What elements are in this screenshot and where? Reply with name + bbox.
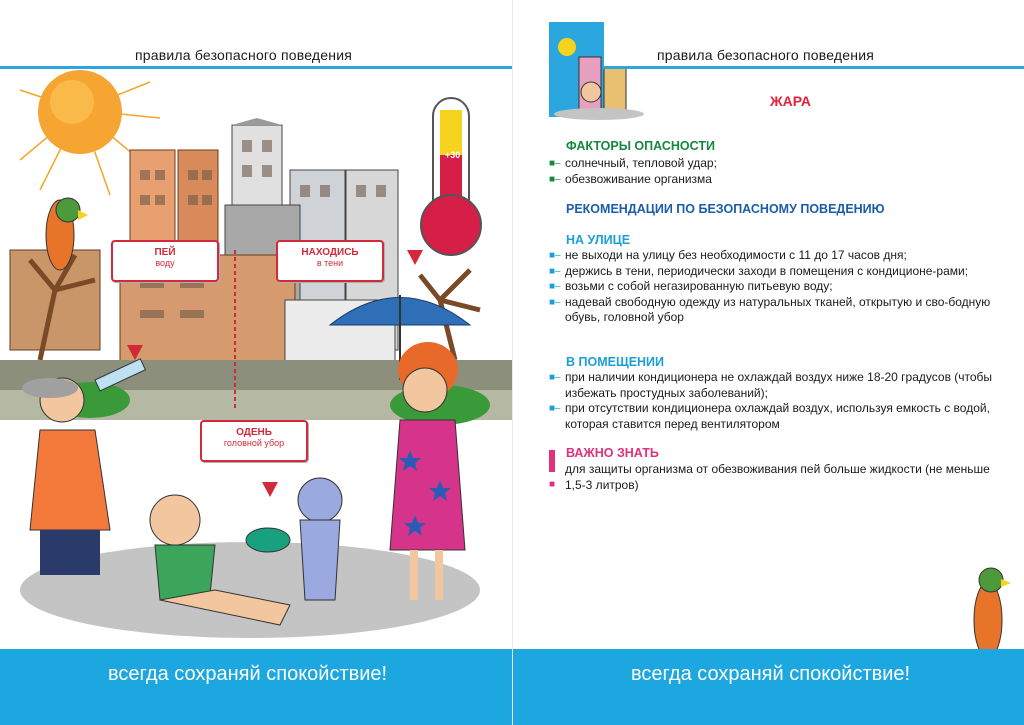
thermometer-label: +30 bbox=[445, 150, 461, 160]
list-item: ■– не выходи на улицу без необходимости с 11 до 17 часов дня; bbox=[549, 248, 907, 262]
bullet-icon: ■– bbox=[549, 265, 561, 277]
list-item: ■– обезвоживание организма bbox=[549, 171, 712, 186]
right-footer-text: всегда сохраняй спокойствие! bbox=[631, 663, 911, 685]
bullet-icon: ■– bbox=[549, 158, 561, 169]
right-header-rule bbox=[603, 66, 1024, 69]
indoor-heading: В ПОМЕЩЕНИИ bbox=[566, 355, 665, 369]
important-heading: ВАЖНО ЗНАТЬ bbox=[566, 446, 659, 460]
page-title: ЖАРА bbox=[770, 93, 811, 109]
recommend-heading: РЕКОМЕНДАЦИИ ПО БЕЗОПАСНОМУ ПОВЕДЕНИЮ bbox=[566, 202, 885, 216]
bullet-icon: ■– bbox=[549, 403, 561, 414]
bullet-icon: ■– bbox=[549, 281, 561, 292]
bubble-stay-shade bbox=[276, 240, 384, 282]
bubble-title: НАХОДИСЬ bbox=[301, 247, 359, 258]
danger-list bbox=[549, 156, 1009, 187]
bubble-drink-water bbox=[111, 240, 219, 282]
bubble-title: ОДЕНЬ bbox=[236, 427, 272, 438]
list-item: ■– возьми с собой негазированную питьевую воду; bbox=[549, 279, 833, 293]
important-list bbox=[549, 462, 1009, 493]
left-page-header: правила безопасного поведения bbox=[135, 47, 353, 63]
bubble-subtitle: в тени bbox=[316, 258, 344, 268]
danger-heading: ФАКТОРЫ ОПАСНОСТИ bbox=[566, 139, 715, 153]
left-header-rule bbox=[0, 66, 512, 69]
marker-triangle bbox=[262, 482, 278, 497]
cap-icon bbox=[246, 528, 290, 552]
bubble-title: ПЕЙ bbox=[154, 247, 176, 258]
list-item: ■– при наличии кондиционера не охлаждай воздух ниже 18-20 градусов (чтобы избежать простудных заболеваний); bbox=[549, 370, 993, 400]
list-item: ■ для защиты организма от обезвоживания пей больше жидкости (не меньше 1,5-3 литров) bbox=[549, 462, 990, 492]
bullet-icon: ■– bbox=[549, 250, 561, 261]
marker-triangle bbox=[407, 250, 423, 265]
outside-heading: НА УЛИЦЕ bbox=[566, 233, 631, 247]
bubble-wear-hat bbox=[200, 420, 308, 462]
list-item: ■– надевай свободную одежду из натуральных тканей, открытую и сво-бодную обувь, головной убор bbox=[549, 294, 991, 324]
bullet-icon: ■– bbox=[549, 372, 561, 383]
city-thumbnail-icon bbox=[549, 22, 649, 122]
heat-illustration bbox=[0, 70, 512, 650]
bubble-subtitle: воду bbox=[155, 258, 175, 268]
outside-list bbox=[549, 248, 1009, 326]
list-item: ■– держись в тени, периодически заходи в помещения с кондиционе-рами; bbox=[549, 263, 969, 278]
bullet-icon: ■ bbox=[549, 479, 556, 490]
right-page-header: правила безопасного поведения bbox=[657, 47, 875, 63]
bubble-subtitle: головной убор bbox=[223, 438, 285, 448]
bullet-icon: ■– bbox=[549, 173, 561, 185]
bullet-icon: ■– bbox=[549, 296, 561, 308]
left-footer bbox=[0, 649, 512, 725]
list-item: ■– солнечный, тепловой удар; bbox=[549, 156, 717, 170]
left-footer-text: всегда сохраняй спокойствие! bbox=[108, 663, 388, 685]
indoor-list bbox=[549, 370, 1009, 432]
right-footer bbox=[513, 649, 1024, 725]
thermometer-icon bbox=[421, 98, 481, 255]
list-item: ■– при отсутствии кондиционера охлаждай воздух, используя емкость с водой, которая ставится перед вентилятором bbox=[549, 401, 990, 431]
